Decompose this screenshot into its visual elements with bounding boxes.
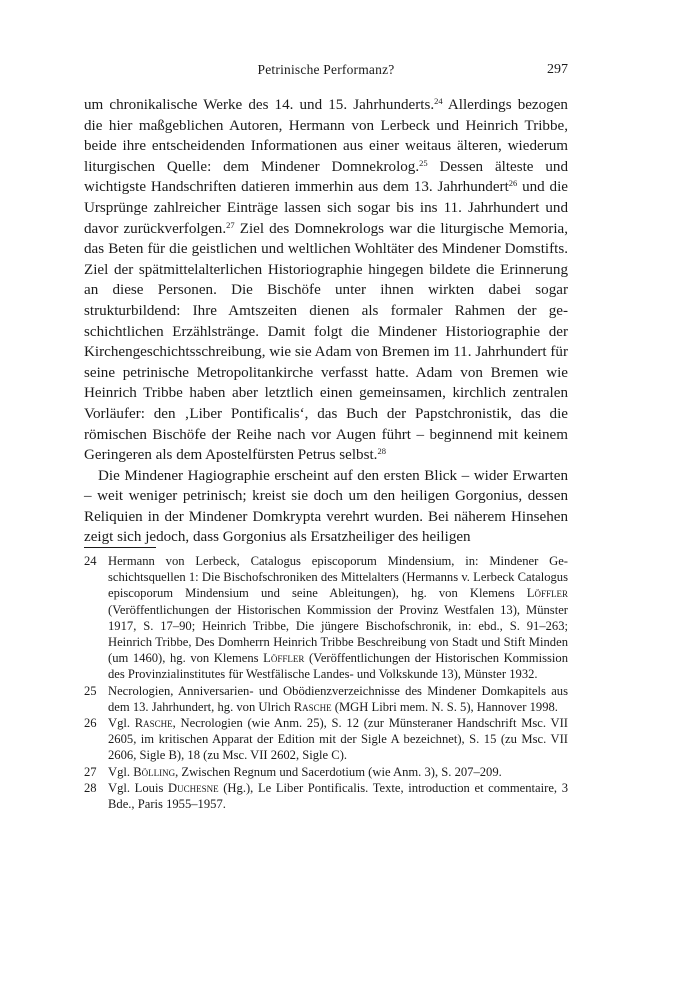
text-run: Vgl. (108, 764, 134, 779)
paragraph (84, 466, 568, 548)
text-run: um chronikalische Werke des 14. und 15. Jahrhunderts. (84, 97, 435, 113)
author-surname: Löffler (263, 651, 305, 666)
author-surname: Bölling (133, 764, 176, 779)
footnote-reference: 28 (377, 446, 386, 457)
page-number: 297 (547, 62, 568, 77)
author-surname: Löffler (526, 586, 568, 601)
text-run: Vgl. (108, 716, 135, 731)
text-run: (Veröffentlichungen der Historischen Kommission des Provinzialinstitutes für Westfälische Landes- und Volkskunde 13), Münster 1932. (108, 651, 568, 682)
text-run: (Hg.), Le Liber Pontificalis. Texte, introduction et commentaire, 3 Bde., Paris 1955–1957. (108, 780, 568, 812)
footnote-number: 24 (84, 554, 97, 568)
footnote-reference: 27 (226, 219, 235, 230)
author-surname: Rasche (134, 716, 173, 731)
author-surname: Rasche (293, 699, 332, 714)
footnotes (84, 553, 568, 812)
footnote (84, 715, 568, 764)
running-title: Petrinische Performanz? (257, 62, 395, 77)
footnote-reference: 25 (419, 157, 428, 168)
text-run: und die Ursprünge zahlreicher Einträge lassen sich sogar bis ins 11. Jahrhundert und davor zurückverfolgen. (84, 179, 568, 237)
text-run: , Zwischen Regnum und Sacerdotium (wie Anm. 3), S. 207–209. (175, 764, 502, 779)
footnote (84, 683, 568, 715)
text-run: (MGH Libri mem. N. S. 5), Hannover 1998. (331, 699, 558, 714)
paragraph (84, 95, 568, 466)
footnote-separator (84, 547, 156, 548)
running-header (84, 62, 568, 82)
text-run: Vgl. Louis (108, 780, 168, 795)
footnote-number: 27 (84, 764, 97, 779)
footnote-number: 25 (84, 683, 97, 698)
footnote (84, 553, 568, 683)
text-run: Hermann von Lerbeck, Catalogus episcoporum Mindensium, in: Mindener Geschichtsquellen 1: Die Bischofschroniken des Mittelalters (Hermanns v. Lerbeck Catalogus episcoporum Mindensium und seine Ableitungen), hg. von Klemens (108, 554, 568, 601)
footnote-reference: 24 (434, 96, 443, 106)
text-run: (Veröffentlichungen der Historischen Kommission der Provinz Westfalen 13), Münster 1917, S. 17–90; Heinrich Tribbe, Die jüngere Bischofschronik, in: ebd., S. 91–263; Heinrich Tribbe, Des Domherrn Heinrich Tribbe Beschreibung von Stadt und Stift Minden (um 1460), hg. von Klemens (108, 602, 568, 666)
footnote (84, 780, 568, 812)
text-run: Necrologien, Anniversarien- und Obödienzverzeichnisse des Mindener Domkapitels aus dem 13. Jahrhundert, hg. von Ulrich (108, 683, 568, 714)
footnote (84, 764, 568, 780)
text-run: , Necrologien (wie Anm. 25), S. 12 (zur Münsteraner Handschrift Msc. VII 2605, im kritischen Apparat der Edition mit der Sigle A bezeichnet), S. 15 (zu Msc. VII 2606, Sigle B), 18 (zu Msc. VII 2602, Sigle C). (108, 716, 569, 763)
text-run: Allerdings bezogen die hier maßgeblichen Autoren, Hermann von Lerbeck und Heinrich Tribbe, beide ihre entscheidenden Informationen aus einer weitaus älteren, wiederum liturgischen Quelle: dem Mindener Domnekrolog. (84, 97, 568, 175)
footnote-reference: 26 (508, 178, 518, 189)
footnote-number: 26 (84, 716, 97, 731)
footnote-number: 28 (84, 780, 97, 795)
text-run: Die Mindener Hagiographie erscheint auf den ersten Blick – wider Erwarten – weit weniger petrinisch; kreist sie doch um den heiligen Gorgonius, dessen Reliquien in der Mindener Domkrypta verehrt wurden. Bei näherem Hinsehen zeigt sich jedoch, dass Gorgonius als Ersatzheiliger des heiligen (84, 467, 568, 546)
author-surname: Duchesne (168, 780, 219, 795)
main-text (84, 95, 568, 548)
text-run: Ziel des Domnekrologs war die liturgische Memoria, das Beten für die geistlichen und weltlichen Wohltäter des Mindener Domstifts. Ziel der spätmittelalterlichen Historiographie hingegen bildete die Erinnerung an diese Personen. Die Bischöfe unter ihnen wirkten dabei sogar strukturbildend: Ihre Amtszeiten dienen als formaler Rahmen der geschichtlichen Erzählstränge. Damit folgt die Mindener Historiographie der Kirchengeschichtsschreibung, wie sie Adam von Bremen im 11. Jahrhundert für seine petrinische Metropolitankirche verfasst hatte. Adam von Bremen wie Heinrich Tribbe haben aber letztlich einen gemeinsamen, kirchlich zentralen Vorläufer: den ‚Liber Pontificalis‘, das Buch der Papstchronistik, das die römischen Bischöfe der Reihe nach vor Augen führt – beginnend mit keinem Geringeren als dem Apostelfürsten Petrus selbst. (84, 220, 569, 464)
text-run: Dessen älteste und wichtigste Handschriften datieren immerhin aus dem 13. Jahrhundert (84, 158, 569, 196)
